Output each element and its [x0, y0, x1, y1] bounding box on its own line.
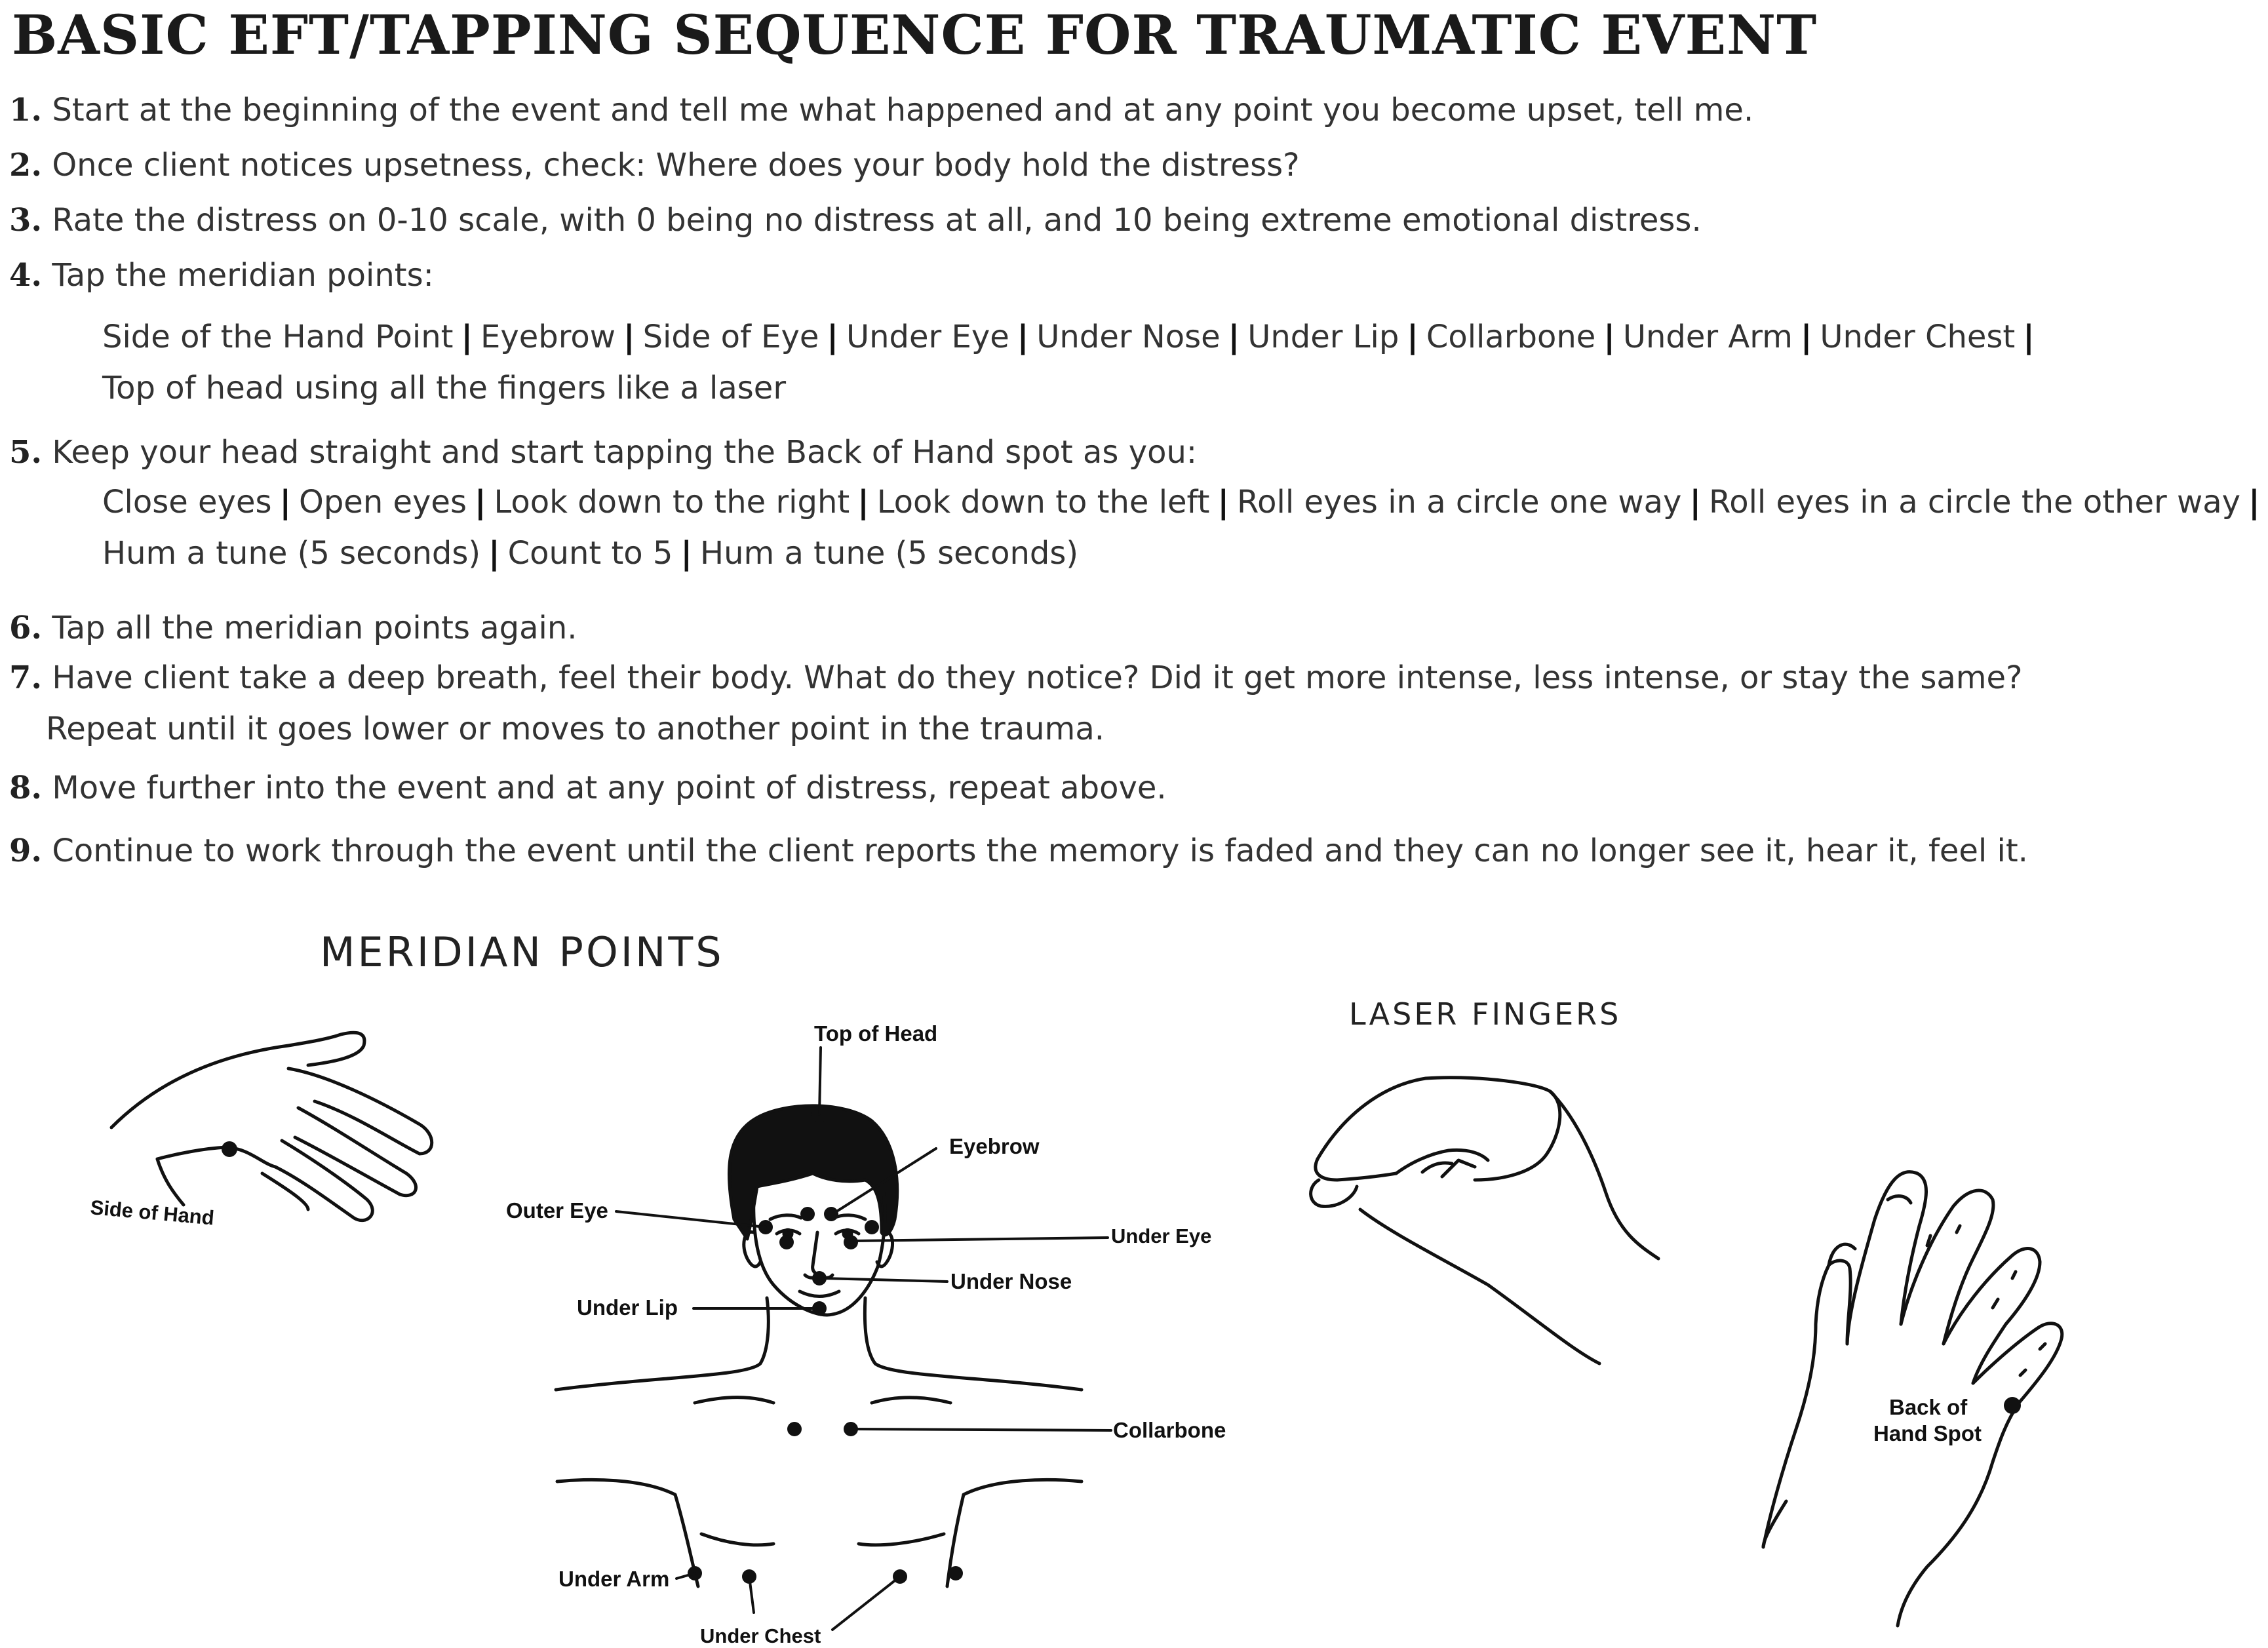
back-of-hand-spot	[2004, 1397, 2021, 1414]
meridian-point: Eyebrow	[480, 319, 616, 355]
label-under-arm: Under Arm	[558, 1567, 670, 1591]
step-number: 7.	[9, 659, 43, 696]
under-arm-point-right	[948, 1566, 963, 1580]
label-eyebrow: Eyebrow	[949, 1134, 1040, 1158]
step-text: Start at the beginning of the event and tell me what happened and at any point you become upset, tell me.	[52, 92, 1754, 128]
step-text: Repeat until it goes lower or moves to another point in the trauma.	[46, 711, 1105, 747]
meridian-point: Under Eye	[846, 319, 1009, 355]
meridian-point: Side of the Hand Point	[102, 319, 454, 355]
separator: |	[279, 484, 292, 520]
step-text: Continue to work through the event until the client reports the memory is faded and they can no longer see it, hear it, feel it.	[52, 833, 2028, 869]
step-text: Have client take a deep breath, feel their body. What do they notice? Did it get more intense, less intense, or stay the same?	[52, 659, 2023, 696]
step-number: 3.	[9, 202, 43, 239]
side-of-hand-point	[222, 1141, 237, 1157]
label-under-nose: Under Nose	[950, 1269, 1072, 1293]
meridian-point: Top of head using all the fingers like a laser	[102, 370, 787, 406]
separator: |	[1228, 319, 1240, 355]
step-number: 5.	[9, 434, 43, 471]
action: Hum a tune (5 seconds)	[102, 535, 481, 572]
head-and-torso-illustration	[556, 1106, 1082, 1586]
action: Look down to the right	[494, 484, 850, 520]
under-eye-point-right	[844, 1235, 858, 1249]
separator: |	[2023, 319, 2035, 355]
separator: |	[1689, 484, 1701, 520]
label-outer-eye: Outer Eye	[506, 1198, 608, 1223]
laser-fingers-heading: LASER FINGERS	[1349, 996, 1622, 1032]
step-number: 8.	[9, 770, 43, 806]
action: Close eyes	[102, 484, 272, 520]
outer-eye-point-right	[865, 1220, 879, 1234]
step-number: 2.	[9, 147, 43, 184]
label-side-of-hand: Side of Hand	[89, 1196, 216, 1230]
label-back-of-hand-line1: Back of	[1889, 1395, 1968, 1419]
laser-fingers-illustration	[1311, 1078, 1658, 1364]
separator: |	[2248, 484, 2260, 520]
eyebrow-point-left	[800, 1207, 815, 1221]
separator: |	[1800, 319, 1812, 355]
meridian-point: Under Nose	[1036, 319, 1221, 355]
separator: |	[1017, 319, 1029, 355]
label-under-lip: Under Lip	[577, 1295, 678, 1320]
separator: |	[1603, 319, 1615, 355]
separator: |	[1217, 484, 1229, 520]
meridian-points-heading: MERIDIAN POINTS	[320, 928, 724, 976]
meridian-point: Under Lip	[1247, 319, 1399, 355]
separator: |	[461, 319, 473, 355]
action: Roll eyes in a circle one way	[1236, 484, 1682, 520]
step-number: 1.	[9, 92, 43, 128]
action: Hum a tune (5 seconds)	[699, 535, 1079, 572]
side-of-hand-illustration	[111, 1032, 432, 1220]
under-eye-point-left	[779, 1235, 794, 1249]
label-top-of-head: Top of Head	[814, 1021, 938, 1046]
meridian-point: Under Chest	[1820, 319, 2016, 355]
separator: |	[488, 535, 500, 572]
step-number: 4.	[9, 257, 43, 294]
label-back-of-hand-line2: Hand Spot	[1873, 1421, 1982, 1445]
action: Open eyes	[299, 484, 467, 520]
step-text: Rate the distress on 0-10 scale, with 0 being no distress at all, and 10 being extreme emotional distress.	[52, 202, 1702, 239]
step-text: Keep your head straight and start tapping the Back of Hand spot as you:	[52, 434, 1198, 471]
step-text: Once client notices upsetness, check: Where does your body hold the distress?	[52, 147, 1300, 184]
label-under-eye: Under Eye	[1111, 1225, 1212, 1247]
meridian-point: Collarbone	[1426, 319, 1596, 355]
separator: |	[474, 484, 486, 520]
separator: |	[1407, 319, 1418, 355]
step-number: 9.	[9, 833, 43, 869]
label-collarbone: Collarbone	[1113, 1418, 1226, 1442]
action: Count to 5	[507, 535, 673, 572]
separator: |	[680, 535, 692, 572]
meridian-point: Under Arm	[1622, 319, 1793, 355]
page-title: BASIC EFT/TAPPING SEQUENCE FOR TRAUMATIC EVENT	[12, 4, 1818, 67]
separator: |	[623, 319, 635, 355]
step-text: Tap all the meridian points again.	[52, 610, 577, 646]
collarbone-point-left	[787, 1422, 802, 1436]
separator: |	[827, 319, 838, 355]
meridian-point: Side of Eye	[642, 319, 819, 355]
step-number: 6.	[9, 610, 43, 646]
action: Roll eyes in a circle the other way	[1709, 484, 2241, 520]
label-under-chest: Under Chest	[700, 1624, 821, 1647]
separator: |	[857, 484, 869, 520]
step-text: Move further into the event and at any point of distress, repeat above.	[52, 770, 1167, 806]
action: Look down to the left	[876, 484, 1210, 520]
step-text: Tap the meridian points:	[52, 257, 434, 294]
